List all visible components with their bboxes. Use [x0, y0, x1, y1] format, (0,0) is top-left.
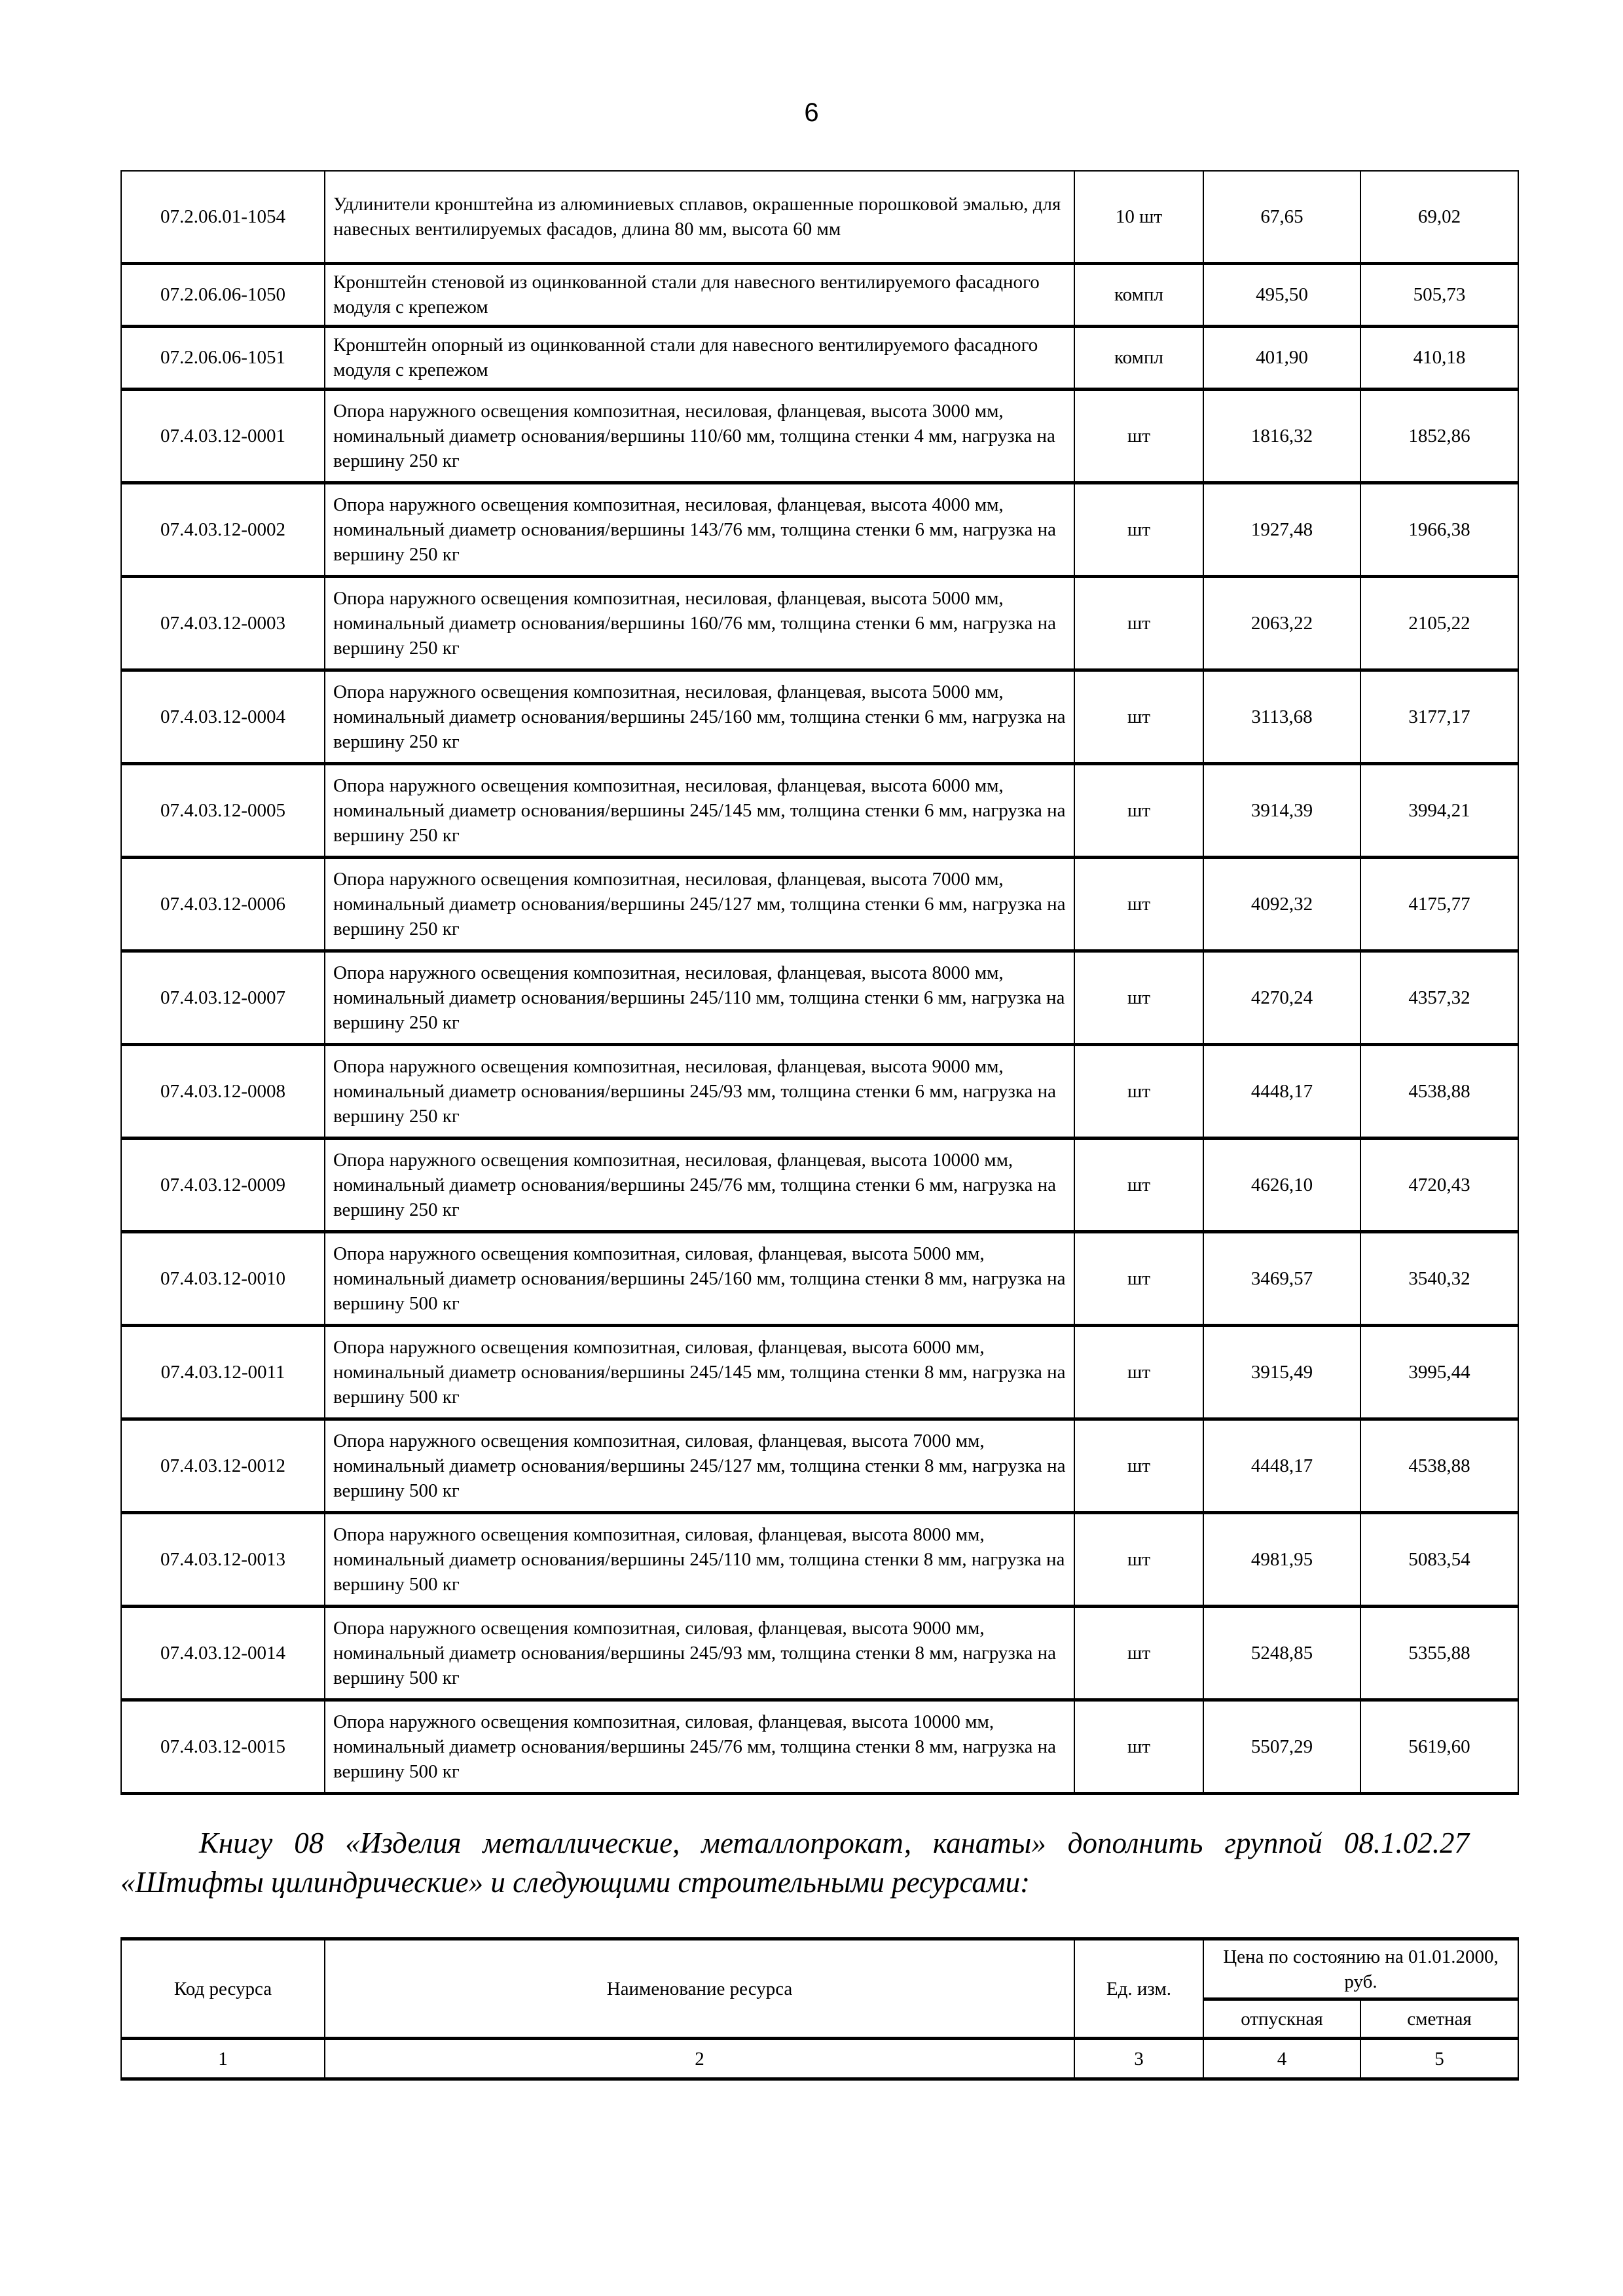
resource-name: Опора наружного освещения композитная, несиловая, фланцевая, высота 9000 мм, номинальный диаметр основания/вершины 245/93 мм, толщина стенки 6 мм, нагрузка на вершину 250 кг [325, 1044, 1074, 1138]
resource-code: 07.4.03.12-0013 [121, 1512, 325, 1606]
resource-code: 07.2.06.06-1050 [121, 263, 325, 326]
unit: шт [1074, 1700, 1203, 1793]
unit: компл [1074, 263, 1203, 326]
release-price: 401,90 [1203, 326, 1360, 389]
table-row [121, 1700, 1518, 1793]
table-row [121, 1138, 1518, 1231]
resource-code: 07.2.06.01-1054 [121, 171, 325, 263]
release-price: 4981,95 [1203, 1512, 1360, 1606]
unit: шт [1074, 1138, 1203, 1231]
unit: шт [1074, 1325, 1203, 1419]
header-name: Наименование ресурса [325, 1939, 1074, 2039]
column-number: 3 [1074, 2039, 1203, 2079]
resource-name: Опора наружного освещения композитная, несиловая, фланцевая, высота 8000 мм, номинальный диаметр основания/вершины 245/110 мм, толщина стенки 6 мм, нагрузка на вершину 250 кг [325, 951, 1074, 1044]
release-price: 1927,48 [1203, 483, 1360, 576]
resource-code: 07.4.03.12-0006 [121, 857, 325, 951]
release-price: 2063,22 [1203, 576, 1360, 670]
release-price: 3469,57 [1203, 1231, 1360, 1325]
table-row [121, 951, 1518, 1044]
estimate-price: 4357,32 [1360, 951, 1518, 1044]
resource-code: 07.4.03.12-0015 [121, 1700, 325, 1793]
unit: шт [1074, 483, 1203, 576]
header-price: Цена по состоянию на 01.01.2000, руб. [1203, 1939, 1518, 1999]
table-row [121, 389, 1518, 483]
estimate-price: 3994,21 [1360, 763, 1518, 857]
estimate-price: 1966,38 [1360, 483, 1518, 576]
estimate-price: 3177,17 [1360, 670, 1518, 763]
unit: компл [1074, 326, 1203, 389]
resource-code: 07.4.03.12-0002 [121, 483, 325, 576]
release-price: 1816,32 [1203, 389, 1360, 483]
unit: шт [1074, 951, 1203, 1044]
estimate-price: 5083,54 [1360, 1512, 1518, 1606]
resource-name: Опора наружного освещения композитная, несиловая, фланцевая, высота 10000 мм, номинальный диаметр основания/вершины 245/76 мм, толщина стенки 6 мм, нагрузка на вершину 250 кг [325, 1138, 1074, 1231]
column-number: 1 [121, 2039, 325, 2079]
table-row [121, 326, 1518, 389]
estimate-price: 3540,32 [1360, 1231, 1518, 1325]
instruction-paragraph: Книгу 08 «Изделия металлические, металлопрокат, канаты» дополнить группой 08.1.02.27 «Штифты цилиндрические» и следующими строительными ресурсами: [120, 1827, 1469, 1899]
column-number: 4 [1203, 2039, 1360, 2079]
resource-name: Опора наружного освещения композитная, несиловая, фланцевая, высота 7000 мм, номинальный диаметр основания/вершины 245/127 мм, толщина стенки 6 мм, нагрузка на вершину 250 кг [325, 857, 1074, 951]
estimate-price: 5355,88 [1360, 1606, 1518, 1700]
estimate-price: 4538,88 [1360, 1044, 1518, 1138]
header-estimate-price: сметная [1360, 1999, 1518, 2039]
release-price: 4626,10 [1203, 1138, 1360, 1231]
estimate-price: 2105,22 [1360, 576, 1518, 670]
column-number: 2 [325, 2039, 1074, 2079]
resource-name: Опора наружного освещения композитная, несиловая, фланцевая, высота 4000 мм, номинальный диаметр основания/вершины 143/76 мм, толщина стенки 6 мм, нагрузка на вершину 250 кг [325, 483, 1074, 576]
resource-code: 07.4.03.12-0014 [121, 1606, 325, 1700]
release-price: 4270,24 [1203, 951, 1360, 1044]
release-price: 4092,32 [1203, 857, 1360, 951]
resource-name: Опора наружного освещения композитная, несиловая, фланцевая, высота 5000 мм, номинальный диаметр основания/вершины 245/160 мм, толщина стенки 6 мм, нагрузка на вершину 250 кг [325, 670, 1074, 763]
unit: шт [1074, 1231, 1203, 1325]
resource-code: 07.4.03.12-0012 [121, 1419, 325, 1512]
resource-name: Опора наружного освещения композитная, силовая, фланцевая, высота 8000 мм, номинальный диаметр основания/вершины 245/110 мм, толщина стенки 8 мм, нагрузка на вершину 500 кг [325, 1512, 1074, 1606]
resource-name: Опора наружного освещения композитная, несиловая, фланцевая, высота 6000 мм, номинальный диаметр основания/вершины 245/145 мм, толщина стенки 6 мм, нагрузка на вершину 250 кг [325, 763, 1074, 857]
table-row [121, 1231, 1518, 1325]
resource-code: 07.4.03.12-0009 [121, 1138, 325, 1231]
estimate-price: 5619,60 [1360, 1700, 1518, 1793]
resource-name: Опора наружного освещения композитная, силовая, фланцевая, высота 5000 мм, номинальный диаметр основания/вершины 245/160 мм, толщина стенки 8 мм, нагрузка на вершину 500 кг [325, 1231, 1074, 1325]
estimate-price: 3995,44 [1360, 1325, 1518, 1419]
estimate-price: 4538,88 [1360, 1419, 1518, 1512]
table-row [121, 1512, 1518, 1606]
unit: шт [1074, 1606, 1203, 1700]
release-price: 4448,17 [1203, 1419, 1360, 1512]
resource-code: 07.4.03.12-0001 [121, 389, 325, 483]
new-resources-table-header [120, 1937, 1519, 2081]
table-row [121, 1606, 1518, 1700]
release-price: 495,50 [1203, 263, 1360, 326]
estimate-price: 4175,77 [1360, 857, 1518, 951]
unit: 10 шт [1074, 171, 1203, 263]
release-price: 5507,29 [1203, 1700, 1360, 1793]
resource-code: 07.4.03.12-0005 [121, 763, 325, 857]
column-number: 5 [1360, 2039, 1518, 2079]
resource-name: Опора наружного освещения композитная, силовая, фланцевая, высота 10000 мм, номинальный диаметр основания/вершины 245/76 мм, толщина стенки 8 мм, нагрузка на вершину 500 кг [325, 1700, 1074, 1793]
table-row [121, 1325, 1518, 1419]
release-price: 3915,49 [1203, 1325, 1360, 1419]
table-row [121, 670, 1518, 763]
resources-table [120, 170, 1519, 1795]
release-price: 3914,39 [1203, 763, 1360, 857]
unit: шт [1074, 1044, 1203, 1138]
resource-code: 07.2.06.06-1051 [121, 326, 325, 389]
release-price: 4448,17 [1203, 1044, 1360, 1138]
unit: шт [1074, 670, 1203, 763]
release-price: 3113,68 [1203, 670, 1360, 763]
release-price: 67,65 [1203, 171, 1360, 263]
table-row [121, 483, 1518, 576]
resource-code: 07.4.03.12-0008 [121, 1044, 325, 1138]
table-row [121, 1419, 1518, 1512]
header-release-price: отпускная [1203, 1999, 1360, 2039]
resource-name: Кронштейн опорный из оцинкованной стали для навесного вентилируемого фасадного модуля с крепежом [325, 326, 1074, 389]
table-row [121, 171, 1518, 263]
header-code: Код ресурса [121, 1939, 325, 2039]
resource-name: Опора наружного освещения композитная, несиловая, фланцевая, высота 3000 мм, номинальный диаметр основания/вершины 110/60 мм, толщина стенки 4 мм, нагрузка на вершину 250 кг [325, 389, 1074, 483]
resource-code: 07.4.03.12-0010 [121, 1231, 325, 1325]
release-price: 5248,85 [1203, 1606, 1360, 1700]
page-number: 6 [804, 98, 819, 127]
resource-name: Удлинители кронштейна из алюминиевых сплавов, окрашенные порошковой эмалью, для навесных вентилируемых фасадов, длина 80 мм, высота 60 мм [325, 171, 1074, 263]
unit: шт [1074, 576, 1203, 670]
table-row [121, 1044, 1518, 1138]
table-row [121, 763, 1518, 857]
table-row [121, 576, 1518, 670]
unit: шт [1074, 1512, 1203, 1606]
header-unit: Ед. изм. [1074, 1939, 1203, 2039]
unit: шт [1074, 389, 1203, 483]
resource-code: 07.4.03.12-0004 [121, 670, 325, 763]
estimate-price: 410,18 [1360, 326, 1518, 389]
unit: шт [1074, 763, 1203, 857]
unit: шт [1074, 1419, 1203, 1512]
resource-name: Опора наружного освещения композитная, силовая, фланцевая, высота 7000 мм, номинальный диаметр основания/вершины 245/127 мм, толщина стенки 8 мм, нагрузка на вершину 500 кг [325, 1419, 1074, 1512]
estimate-price: 4720,43 [1360, 1138, 1518, 1231]
resource-code: 07.4.03.12-0007 [121, 951, 325, 1044]
resource-code: 07.4.03.12-0003 [121, 576, 325, 670]
table-row [121, 263, 1518, 326]
estimate-price: 69,02 [1360, 171, 1518, 263]
resource-name: Опора наружного освещения композитная, силовая, фланцевая, высота 9000 мм, номинальный диаметр основания/вершины 245/93 мм, толщина стенки 8 мм, нагрузка на вершину 500 кг [325, 1606, 1074, 1700]
resource-name: Опора наружного освещения композитная, силовая, фланцевая, высота 6000 мм, номинальный диаметр основания/вершины 245/145 мм, толщина стенки 8 мм, нагрузка на вершину 500 кг [325, 1325, 1074, 1419]
table-row [121, 857, 1518, 951]
resource-code: 07.4.03.12-0011 [121, 1325, 325, 1419]
estimate-price: 505,73 [1360, 263, 1518, 326]
estimate-price: 1852,86 [1360, 389, 1518, 483]
resource-name: Опора наружного освещения композитная, несиловая, фланцевая, высота 5000 мм, номинальный диаметр основания/вершины 160/76 мм, толщина стенки 6 мм, нагрузка на вершину 250 кг [325, 576, 1074, 670]
unit: шт [1074, 857, 1203, 951]
resource-name: Кронштейн стеновой из оцинкованной стали для навесного вентилируемого фасадного модуля с крепежом [325, 263, 1074, 326]
